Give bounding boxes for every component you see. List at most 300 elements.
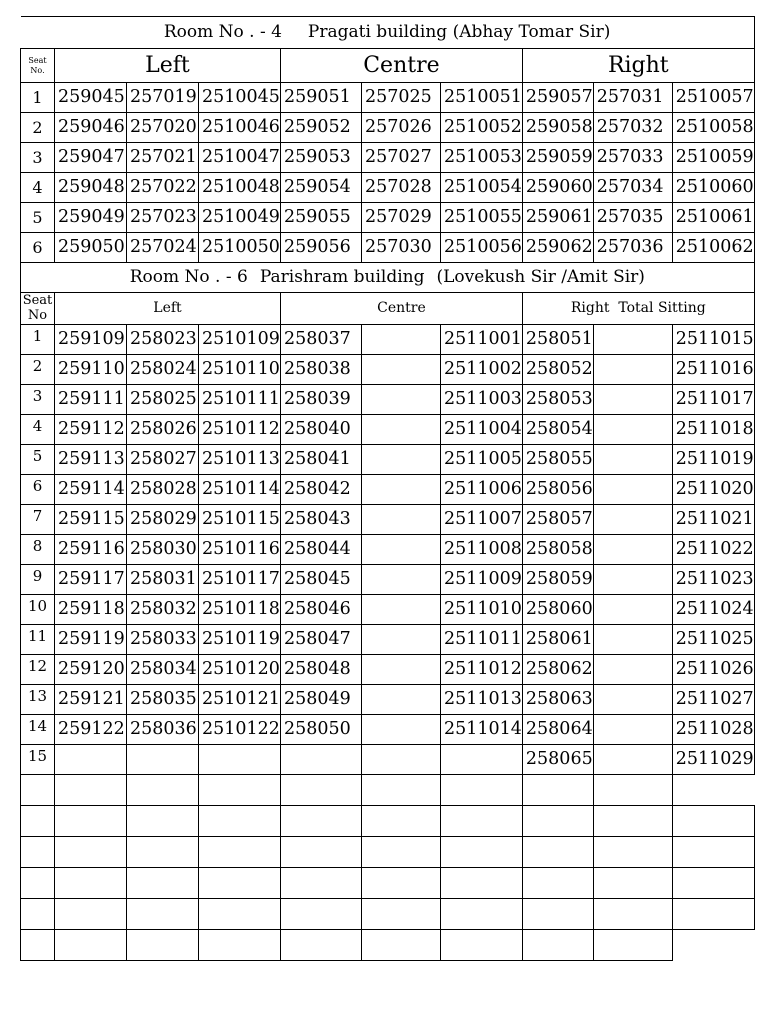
- empty-cell: [199, 929, 281, 960]
- roll-number-cell: 2511029: [672, 744, 754, 774]
- roll-number-cell: [593, 354, 672, 384]
- roll-number-cell: 259045: [55, 83, 127, 113]
- roll-number-cell: 2511021: [672, 504, 754, 534]
- seat-number: 6: [21, 474, 55, 504]
- empty-cell: [672, 805, 754, 836]
- seat-number: 11: [21, 624, 55, 654]
- roll-number-cell: 2511003: [440, 384, 522, 414]
- roll-number-cell: 2510057: [672, 83, 754, 113]
- roll-number-cell: 2510058: [672, 113, 754, 143]
- roll-number-cell: [361, 744, 440, 774]
- seat-number: 6: [21, 233, 55, 263]
- roll-number-cell: 258047: [280, 624, 361, 654]
- roll-number-cell: 2511011: [440, 624, 522, 654]
- roll-number-cell: 259060: [522, 173, 593, 203]
- roll-number-cell: 2511001: [440, 324, 522, 354]
- empty-cell: [199, 836, 281, 867]
- table-row: [21, 83, 755, 113]
- roll-number-cell: 257036: [593, 233, 672, 263]
- roll-number-cell: 257021: [127, 143, 199, 173]
- roll-number-cell: [593, 564, 672, 594]
- roll-number-cell: [593, 654, 672, 684]
- roll-number-cell: 258042: [280, 474, 361, 504]
- empty-cell: [361, 929, 440, 960]
- roll-number-cell: [361, 594, 440, 624]
- roll-number-cell: 258063: [522, 684, 593, 714]
- roll-number-cell: 259115: [55, 504, 127, 534]
- roll-number-cell: 2511010: [440, 594, 522, 624]
- table-row: [21, 534, 755, 564]
- roll-number-cell: 2510120: [199, 654, 281, 684]
- centre-header: Centre: [280, 49, 522, 83]
- roll-number-cell: 2510053: [440, 143, 522, 173]
- empty-cell: [522, 867, 593, 898]
- empty-cell: [522, 805, 593, 836]
- empty-cell: [21, 836, 55, 867]
- roll-number-cell: [127, 744, 199, 774]
- roll-number-cell: [361, 654, 440, 684]
- roll-number-cell: 257028: [361, 173, 440, 203]
- roll-number-cell: 2510056: [440, 233, 522, 263]
- roll-number-cell: 259119: [55, 624, 127, 654]
- seat-number: 4: [21, 173, 55, 203]
- right-label: Right: [570, 300, 610, 317]
- roll-number-cell: 259052: [280, 113, 361, 143]
- empty-cell: [672, 836, 754, 867]
- roll-number-cell: 259114: [55, 474, 127, 504]
- room4-header-row: [21, 49, 755, 83]
- empty-row: [21, 867, 755, 898]
- roll-number-cell: 259047: [55, 143, 127, 173]
- table-row: [21, 744, 755, 774]
- roll-number-cell: 258032: [127, 594, 199, 624]
- roll-number-cell: 259059: [522, 143, 593, 173]
- table-row: [21, 384, 755, 414]
- roll-number-cell: 259046: [55, 113, 127, 143]
- roll-number-cell: 2510060: [672, 173, 754, 203]
- roll-number-cell: 258037: [280, 324, 361, 354]
- empty-cell: [280, 867, 361, 898]
- empty-cell: [280, 898, 361, 929]
- left-header: Left: [55, 293, 281, 325]
- roll-number-cell: 258041: [280, 444, 361, 474]
- roll-number-cell: 2510117: [199, 564, 281, 594]
- roll-number-cell: 2511020: [672, 474, 754, 504]
- roll-number-cell: 2510121: [199, 684, 281, 714]
- table-row: [21, 203, 755, 233]
- roll-number-cell: 257033: [593, 143, 672, 173]
- roll-number-cell: 2510113: [199, 444, 281, 474]
- roll-number-cell: [361, 564, 440, 594]
- empty-cell: [21, 867, 55, 898]
- roll-number-cell: 2510109: [199, 324, 281, 354]
- empty-cell: [55, 898, 127, 929]
- roll-number-cell: 2510061: [672, 203, 754, 233]
- empty-cell: [199, 898, 281, 929]
- roll-number-cell: 258029: [127, 504, 199, 534]
- table-row: [21, 714, 755, 744]
- roll-number-cell: 259113: [55, 444, 127, 474]
- seat-number: 2: [21, 113, 55, 143]
- empty-cell: [672, 867, 754, 898]
- right-header: [522, 293, 754, 325]
- roll-number-cell: 2511013: [440, 684, 522, 714]
- table-row: [21, 504, 755, 534]
- seat-number: 14: [21, 714, 55, 744]
- table-row: [21, 474, 755, 504]
- roll-number-cell: 259050: [55, 233, 127, 263]
- roll-number-cell: 2511027: [672, 684, 754, 714]
- roll-number-cell: 2510110: [199, 354, 281, 384]
- roll-number-cell: 258046: [280, 594, 361, 624]
- roll-number-cell: 257024: [127, 233, 199, 263]
- roll-number-cell: 259118: [55, 594, 127, 624]
- roll-number-cell: 259051: [280, 83, 361, 113]
- roll-number-cell: 258065: [522, 744, 593, 774]
- roll-number-cell: 2511028: [672, 714, 754, 744]
- roll-number-cell: 259058: [522, 113, 593, 143]
- table-row: [21, 414, 755, 444]
- roll-number-cell: 2510111: [199, 384, 281, 414]
- roll-number-cell: 258045: [280, 564, 361, 594]
- roll-number-cell: 258035: [127, 684, 199, 714]
- roll-number-cell: 257023: [127, 203, 199, 233]
- empty-cell: [21, 774, 55, 805]
- roll-number-cell: 2510051: [440, 83, 522, 113]
- roll-number-cell: 258058: [522, 534, 593, 564]
- roll-number-cell: 2511002: [440, 354, 522, 384]
- empty-cell: [361, 898, 440, 929]
- roll-number-cell: 259048: [55, 173, 127, 203]
- roll-number-cell: 257031: [593, 83, 672, 113]
- roll-number-cell: 258036: [127, 714, 199, 744]
- empty-cell: [440, 898, 522, 929]
- roll-number-cell: 259112: [55, 414, 127, 444]
- empty-cell: [440, 836, 522, 867]
- roll-number-cell: 259057: [522, 83, 593, 113]
- roll-number-cell: [361, 684, 440, 714]
- seat-number: 2: [21, 354, 55, 384]
- empty-cell: [440, 805, 522, 836]
- room6-header-row: [21, 293, 755, 325]
- roll-number-cell: 259056: [280, 233, 361, 263]
- empty-cell: [440, 929, 522, 960]
- roll-number-cell: 259120: [55, 654, 127, 684]
- roll-number-cell: 2511012: [440, 654, 522, 684]
- roll-number-cell: 258033: [127, 624, 199, 654]
- roll-number-cell: 258051: [522, 324, 593, 354]
- room4-building: Pragati building (Abhay Tomar Sir): [307, 22, 611, 42]
- empty-cell: [280, 836, 361, 867]
- roll-number-cell: 259110: [55, 354, 127, 384]
- roll-number-cell: 258031: [127, 564, 199, 594]
- empty-row: [21, 898, 755, 929]
- roll-number-cell: 259121: [55, 684, 127, 714]
- roll-number-cell: 2511016: [672, 354, 754, 384]
- roll-number-cell: 2510045: [199, 83, 281, 113]
- table-row: [21, 654, 755, 684]
- roll-number-cell: 259049: [55, 203, 127, 233]
- seat-no-header: Seat No: [21, 293, 55, 325]
- empty-row: [21, 836, 755, 867]
- room6-building: Parishram building: [259, 267, 425, 287]
- seat-number: 13: [21, 684, 55, 714]
- empty-cell: [361, 836, 440, 867]
- empty-cell: [199, 805, 281, 836]
- empty-cell: [593, 898, 672, 929]
- roll-number-cell: 2510062: [672, 233, 754, 263]
- roll-number-cell: 257026: [361, 113, 440, 143]
- empty-cell: [55, 805, 127, 836]
- roll-number-cell: [593, 744, 672, 774]
- roll-number-cell: [593, 684, 672, 714]
- roll-number-cell: [361, 444, 440, 474]
- roll-number-cell: 258061: [522, 624, 593, 654]
- seating-chart: [20, 16, 755, 961]
- roll-number-cell: 2510059: [672, 143, 754, 173]
- roll-number-cell: [361, 354, 440, 384]
- roll-number-cell: 259061: [522, 203, 593, 233]
- roll-number-cell: 2510050: [199, 233, 281, 263]
- seat-number: 1: [21, 83, 55, 113]
- roll-number-cell: [361, 624, 440, 654]
- roll-number-cell: 258044: [280, 534, 361, 564]
- roll-number-cell: 258027: [127, 444, 199, 474]
- room4-title-row: [21, 17, 755, 49]
- seat-number: 8: [21, 534, 55, 564]
- roll-number-cell: 259117: [55, 564, 127, 594]
- empty-cell: [672, 929, 754, 960]
- seat-number: 3: [21, 384, 55, 414]
- roll-number-cell: 259055: [280, 203, 361, 233]
- table-row: [21, 233, 755, 263]
- empty-cell: [199, 867, 281, 898]
- roll-number-cell: 259053: [280, 143, 361, 173]
- empty-cell: [21, 929, 55, 960]
- empty-cell: [593, 929, 672, 960]
- roll-number-cell: 2511019: [672, 444, 754, 474]
- left-header: Left: [55, 49, 281, 83]
- roll-number-cell: 2511005: [440, 444, 522, 474]
- empty-cell: [127, 929, 199, 960]
- roll-number-cell: 258039: [280, 384, 361, 414]
- roll-number-cell: 2510122: [199, 714, 281, 744]
- seat-number: 3: [21, 143, 55, 173]
- roll-number-cell: 257020: [127, 113, 199, 143]
- roll-number-cell: [593, 594, 672, 624]
- roll-number-cell: [361, 534, 440, 564]
- empty-cell: [593, 836, 672, 867]
- empty-cell: [127, 805, 199, 836]
- roll-number-cell: 2510116: [199, 534, 281, 564]
- empty-cell: [280, 774, 361, 805]
- table-row: [21, 143, 755, 173]
- roll-number-cell: 2511006: [440, 474, 522, 504]
- roll-number-cell: 2511008: [440, 534, 522, 564]
- roll-number-cell: 258038: [280, 354, 361, 384]
- roll-number-cell: 2511022: [672, 534, 754, 564]
- seat-number: 15: [21, 744, 55, 774]
- roll-number-cell: [593, 414, 672, 444]
- empty-cell: [199, 774, 281, 805]
- roll-number-cell: 2510118: [199, 594, 281, 624]
- roll-number-cell: 2511007: [440, 504, 522, 534]
- roll-number-cell: 2510049: [199, 203, 281, 233]
- empty-cell: [55, 774, 127, 805]
- roll-number-cell: 2511015: [672, 324, 754, 354]
- roll-number-cell: 258056: [522, 474, 593, 504]
- empty-cell: [21, 898, 55, 929]
- roll-number-cell: 2511018: [672, 414, 754, 444]
- seat-number: 10: [21, 594, 55, 624]
- table-row: [21, 113, 755, 143]
- roll-number-cell: 257035: [593, 203, 672, 233]
- roll-number-cell: 258059: [522, 564, 593, 594]
- roll-number-cell: 2511014: [440, 714, 522, 744]
- table-row: [21, 564, 755, 594]
- roll-number-cell: 2510046: [199, 113, 281, 143]
- roll-number-cell: 258060: [522, 594, 593, 624]
- room6-title: [21, 263, 755, 293]
- empty-cell: [440, 774, 522, 805]
- roll-number-cell: 2511004: [440, 414, 522, 444]
- roll-number-cell: [593, 624, 672, 654]
- table-row: [21, 624, 755, 654]
- empty-cell: [55, 836, 127, 867]
- seat-number: 5: [21, 203, 55, 233]
- roll-number-cell: 258034: [127, 654, 199, 684]
- empty-row: [21, 805, 755, 836]
- roll-number-cell: 257034: [593, 173, 672, 203]
- roll-number-cell: 2511024: [672, 594, 754, 624]
- roll-number-cell: 2511009: [440, 564, 522, 594]
- roll-number-cell: [361, 414, 440, 444]
- table-row: [21, 354, 755, 384]
- roll-number-cell: 258050: [280, 714, 361, 744]
- seat-number: 7: [21, 504, 55, 534]
- roll-number-cell: [55, 744, 127, 774]
- roll-number-cell: 258054: [522, 414, 593, 444]
- roll-number-cell: 2511017: [672, 384, 754, 414]
- table-row: [21, 594, 755, 624]
- roll-number-cell: 259111: [55, 384, 127, 414]
- roll-number-cell: 2510115: [199, 504, 281, 534]
- roll-number-cell: 259062: [522, 233, 593, 263]
- roll-number-cell: 258043: [280, 504, 361, 534]
- roll-number-cell: [593, 534, 672, 564]
- roll-number-cell: 2511025: [672, 624, 754, 654]
- roll-number-cell: 257030: [361, 233, 440, 263]
- roll-number-cell: [593, 444, 672, 474]
- roll-number-cell: [199, 744, 281, 774]
- roll-number-cell: 258026: [127, 414, 199, 444]
- roll-number-cell: 2510112: [199, 414, 281, 444]
- roll-number-cell: 2510052: [440, 113, 522, 143]
- roll-number-cell: 2510114: [199, 474, 281, 504]
- seat-number: 12: [21, 654, 55, 684]
- table-row: [21, 324, 755, 354]
- empty-cell: [280, 805, 361, 836]
- empty-cell: [593, 774, 672, 805]
- roll-number-cell: [593, 324, 672, 354]
- roll-number-cell: 258025: [127, 384, 199, 414]
- roll-number-cell: [361, 504, 440, 534]
- seat-number: 5: [21, 444, 55, 474]
- roll-number-cell: 259122: [55, 714, 127, 744]
- empty-cell: [55, 867, 127, 898]
- roll-number-cell: 2510054: [440, 173, 522, 203]
- empty-cell: [280, 929, 361, 960]
- seating-table: [20, 16, 755, 961]
- table-row: [21, 444, 755, 474]
- table-row: [21, 173, 755, 203]
- roll-number-cell: 258023: [127, 324, 199, 354]
- seat-no-header: Seat No.: [21, 49, 55, 83]
- roll-number-cell: [361, 384, 440, 414]
- right-header: Right: [522, 49, 754, 83]
- empty-cell: [361, 867, 440, 898]
- roll-number-cell: 2510055: [440, 203, 522, 233]
- roll-number-cell: [593, 474, 672, 504]
- roll-number-cell: 258053: [522, 384, 593, 414]
- empty-cell: [522, 774, 593, 805]
- roll-number-cell: [593, 384, 672, 414]
- empty-cell: [127, 867, 199, 898]
- empty-cell: [672, 898, 754, 929]
- roll-number-cell: [280, 744, 361, 774]
- roll-number-cell: 258062: [522, 654, 593, 684]
- roll-number-cell: [361, 714, 440, 744]
- empty-cell: [593, 805, 672, 836]
- table-row: [21, 684, 755, 714]
- seat-number: 1: [21, 324, 55, 354]
- empty-cell: [55, 929, 127, 960]
- room6-teachers: (Lovekush Sir /Amit Sir): [436, 267, 645, 287]
- roll-number-cell: 258048: [280, 654, 361, 684]
- roll-number-cell: 258057: [522, 504, 593, 534]
- empty-cell: [127, 836, 199, 867]
- roll-number-cell: [361, 474, 440, 504]
- total-sitting-label: Total Sitting: [618, 300, 706, 317]
- centre-header: Centre: [280, 293, 522, 325]
- empty-cell: [21, 805, 55, 836]
- roll-number-cell: 257025: [361, 83, 440, 113]
- room6-number: Room No . - 6: [129, 267, 248, 287]
- room4-title: [21, 17, 755, 49]
- roll-number-cell: 257032: [593, 113, 672, 143]
- roll-number-cell: 257029: [361, 203, 440, 233]
- roll-number-cell: [361, 324, 440, 354]
- empty-row: [21, 929, 755, 960]
- roll-number-cell: 258028: [127, 474, 199, 504]
- roll-number-cell: 258055: [522, 444, 593, 474]
- roll-number-cell: 2510048: [199, 173, 281, 203]
- roll-number-cell: 257027: [361, 143, 440, 173]
- roll-number-cell: 2510119: [199, 624, 281, 654]
- roll-number-cell: 258030: [127, 534, 199, 564]
- roll-number-cell: 259109: [55, 324, 127, 354]
- empty-cell: [361, 774, 440, 805]
- roll-number-cell: 258040: [280, 414, 361, 444]
- roll-number-cell: 2511023: [672, 564, 754, 594]
- roll-number-cell: 258024: [127, 354, 199, 384]
- empty-cell: [672, 774, 754, 805]
- seat-number: 9: [21, 564, 55, 594]
- roll-number-cell: [440, 744, 522, 774]
- roll-number-cell: 258049: [280, 684, 361, 714]
- roll-number-cell: 259054: [280, 173, 361, 203]
- roll-number-cell: [593, 504, 672, 534]
